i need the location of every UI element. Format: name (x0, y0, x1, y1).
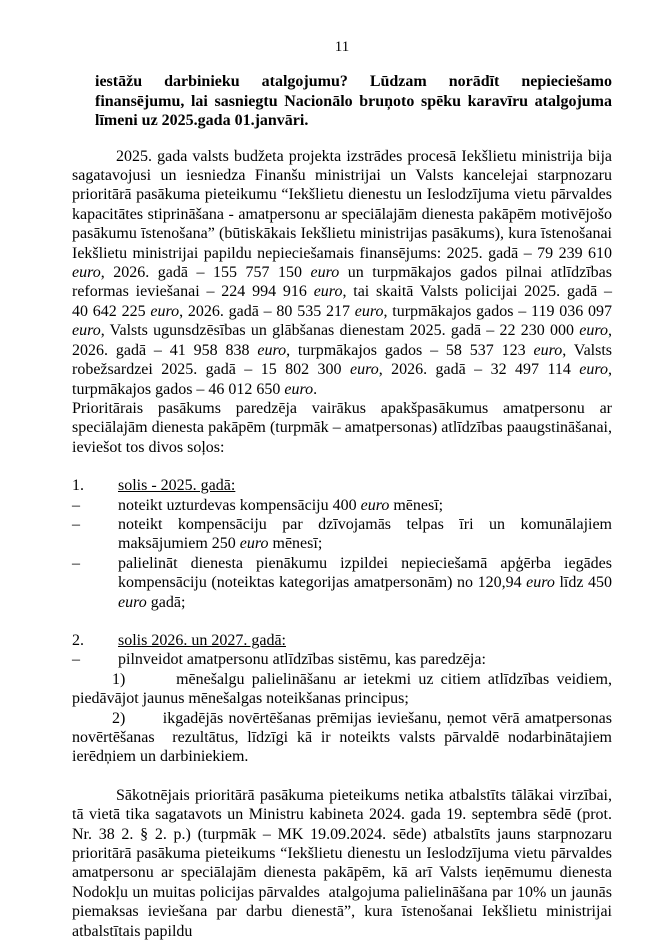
step-2-heading (72, 631, 612, 650)
sub-item-novertesanas-premijas: 2) ikgadējās novērtēšanas prēmijas ieviešanu, ņemot vērā amatpersonas novērtēšanas rezultātus, līdzīgi kā ir noteikts valsts pārvaldē nodarbinātajiem ierēdņiem un darbiniekiem. (72, 709, 612, 766)
bullet-atlidzibas-sistema (72, 650, 612, 669)
step-2-label: solis 2026. un 2027. gadā: (118, 631, 286, 649)
page-number: 11 (334, 39, 350, 55)
blank-line (72, 767, 612, 786)
blank-line (72, 457, 612, 476)
priority-measure-paragraph: Prioritārais pasākums paredzēja vairākus apakšpasākumus amatpersonu ar speciālajām dienesta pakāpēm (turpmāk – amatpersonas) atlīdzības paaugstināšanai, ieviešot tos divos soļos: (72, 399, 612, 456)
bullet-dash: – (72, 496, 80, 514)
bullet-dash: – (72, 651, 80, 669)
bullet-uzturdevas-kompensacija (72, 496, 612, 515)
bullet-text: noteikt kompensāciju par dzīvojamās telpas īri un komunālajiem maksājumiem 250 euro mēnesī; (118, 515, 612, 553)
step-2-number: 2. (72, 631, 84, 649)
mk-sede-paragraph: Sākotnējais prioritārā pasākuma pieteikums netika atbalstīts tālākai virzībai, tā vietā tika sagatavots un Ministru kabineta 2024. gada 19. septembra sēdē (prot. Nr. 38 2. § 2. p.) (turpmāk – MK 19.09.2024. sēde) atbalstīts jauns starpnozaru prioritārā pasākuma pieteikums “Iekšlietu dienestu un Ieslodzījuma vietu pārvaldes amatpersonu ar speciālajām dienesta pakāpēm, kā arī Valsts ieņēmumu dienesta Nodokļu un muitas policijas pārvaldes atalgojuma palielināšana par 10% un jaunās piemaksas ieviešana par darbu dienestā”, kura īstenošanai Iekšlietu ministrijai atbalstītais papildu (72, 786, 612, 940)
step-1-number: 1. (72, 477, 84, 495)
bullet-dash: – (72, 554, 80, 572)
bullet-text: palielināt dienesta pienākumu izpildei nepieciešamā apģērba iegādes kompensāciju (noteiktas kategorijas amatpersonām) no 120,94 euro līdz 450 euro gadā; (118, 554, 613, 611)
sub-item-menesalgu-palielinasana: 1) mēnešalgu palielināšanu ar ietekmi uz citiem atlīdzības veidiem, piedāvājot jaunus mēnešalgas noteikšanas principus; (72, 670, 612, 708)
budget-funding-paragraph: 2025. gada valsts budžeta projekta izstrādes procesā Iekšlietu ministrija bija sagatavojusi un iesniedza Finanšu ministrijai un Valsts kancelejai starpnozaru prioritārā pasākuma pieteikumu “Iekšlietu dienestu un Ieslodzījuma vietu pārvaldes kapacitātes stiprināšana - amatpersonu ar speciālajām dienesta pakāpēm motivējošo pasākumu īstenošana” (būtiskākais Iekšlietu ministrijas pasākums), kura īstenošanai Iekšlietu ministrijai papildu nepieciešamais finansējums: 2025. gadā – 79 239 610 euro, 2026. gadā – 155 757 150 euro un turpmākajos gados pilnai atlīdzības reformas ieviešanai – 224 994 916 euro, tai skaitā Valsts policijai 2025. gadā – 40 642 225 euro, 2026. gadā – 80 535 217 euro, turpmākajos gados – 119 036 097 euro, Valsts ugunsdzēsības un glābšanas dienestam 2025. gadā – 22 230 000 euro, 2026. gadā – 41 958 838 euro, turpmākajos gados – 58 537 123 euro, Valsts robežsardzei 2025. gadā – 15 802 300 euro, 2026. gadā – 32 497 114 euro, turpmākajos gados – 46 012 650 euro. (72, 147, 613, 398)
bullet-text: pilnveidot amatpersonu atlīdzības sistēmu, kas paredzēja: (118, 651, 486, 669)
bullet-text: noteikt uzturdevas kompensāciju 400 euro mēnesī; (118, 496, 444, 514)
step-1-label: solis - 2025. gadā: (118, 477, 236, 495)
bullet-dash: – (72, 515, 80, 533)
bullet-apgerba-kompensacija (72, 554, 612, 612)
intro-question-paragraph: iestāžu darbinieku atalgojumu? Lūdzam norādīt nepieciešamo finansējumu, lai sasniegtu Nacionālo bruņoto spēku karavīru atalgojuma līmeni uz 2025.gada 01.janvāri. (95, 73, 612, 130)
blank-line (72, 612, 612, 631)
step-1-heading (72, 476, 612, 495)
bullet-dzivojamas-telpas-kompensacija (72, 515, 612, 554)
